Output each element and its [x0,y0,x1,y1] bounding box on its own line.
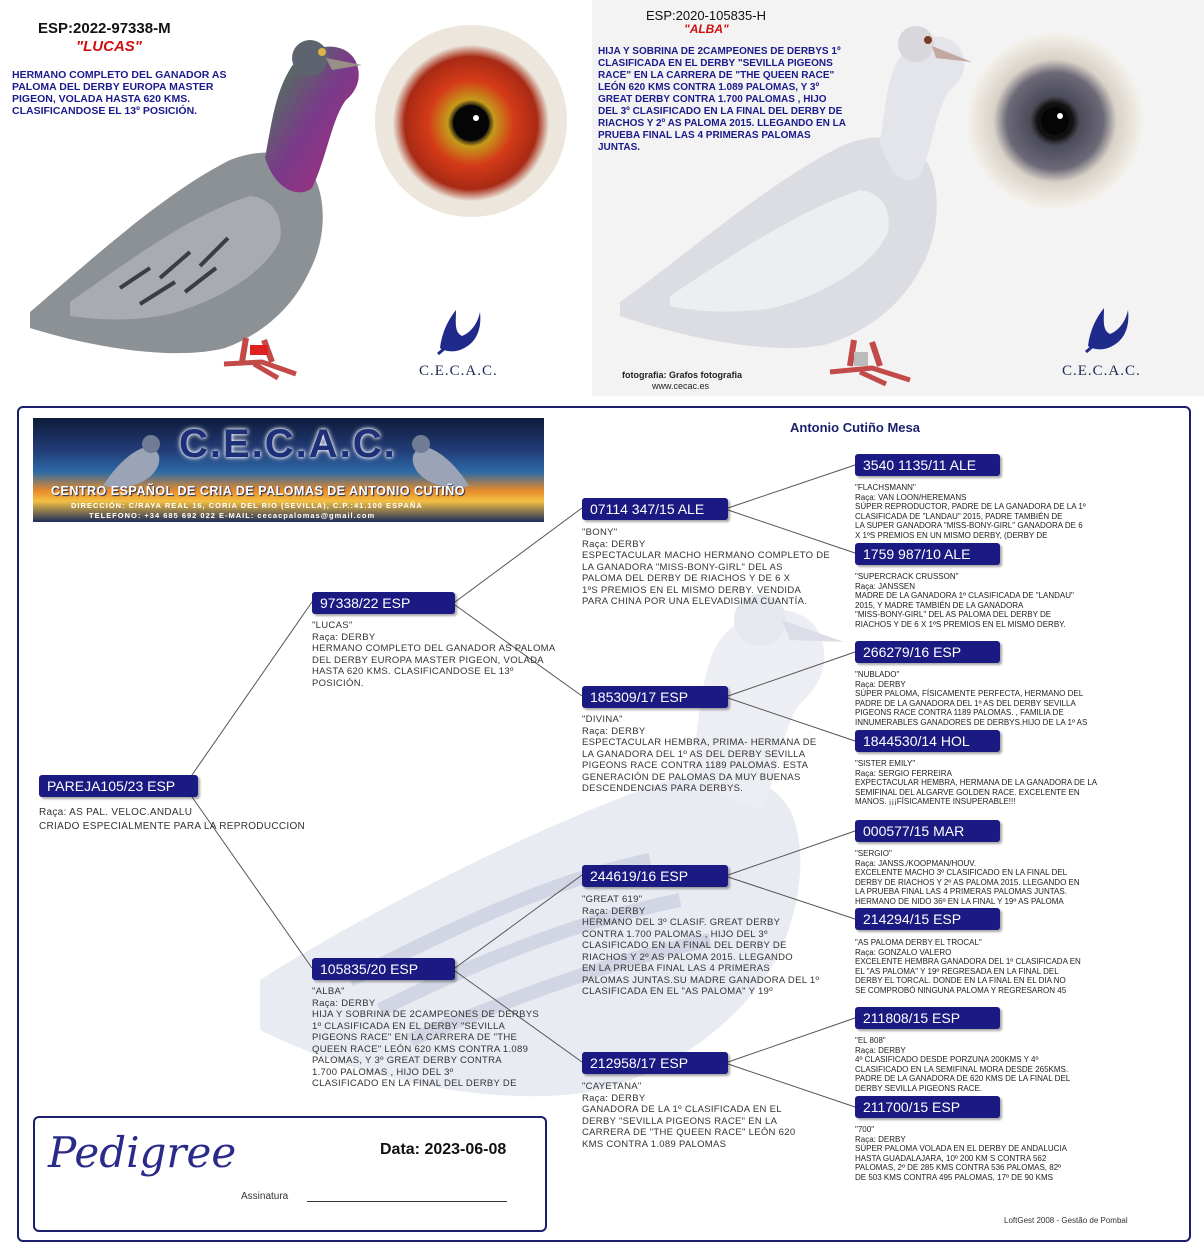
info-line: Raça: AS PAL. VELOC.ANDALU [39,807,193,818]
info-line: "SISTER EMILY" [855,759,916,768]
ggp-info [855,572,1115,629]
website-credit[interactable]: www.cecac.es [652,381,710,391]
info-line: "GREAT 619" [582,894,643,905]
info-line: "EL 808" [855,1036,886,1045]
info-line: PALOMA DEL DERBY DE RIACHOS Y DE 6 X [582,573,791,584]
gp-info [582,714,832,795]
ggp-ring[interactable]: 000577/15 MAR [855,820,1000,842]
info-line: GANADORA DE LA 1º CLASIFICADA EN EL [582,1104,782,1115]
info-line: "CAYETANA" [582,1081,642,1092]
info-line: EXCELENTE HEMBRA GANADORA DEL 1º CLASIFICADA EN [855,957,1081,966]
gp-info [582,1081,832,1150]
ggp-info [855,483,1115,540]
info-line: SÚPER PALOMA, FÍSICAMENTE PERFECTA, HERMANO DEL [855,689,1084,698]
info-line: DERBY EL TORCAL. DONDE EN LA FINAL EN EL DIA NO [855,976,1066,985]
left-cecac-logo-text: C.E.C.A.C. [419,363,498,379]
gp-ring[interactable]: 185309/17 ESP [582,686,728,708]
info-line: LA GANADORA DEL 1º AS DEL DERBY SEVILLA [582,748,806,760]
ggp-ring[interactable]: 211808/15 ESP [855,1007,1000,1029]
info-line: DERBY "SEVILLA PIGEONS RACE" EN LA [582,1115,778,1127]
info-line: "700" [855,1125,875,1134]
right-cecac-logo-text: C.E.C.A.C. [1062,363,1141,379]
info-line: MANOS. ¡¡¡FÍSICAMENTE INSUPERABLE!!! [855,797,1016,806]
info-line: "DIVINA" [582,714,623,725]
ggp-ring[interactable]: 214294/15 ESP [855,908,1000,930]
info-line: Raça: DERBY [312,631,376,643]
ggp-info [855,1125,1115,1182]
info-line: MADRE DE LA GANADORA 1º CLASIFICADA DE "LANDAU" [855,591,1074,600]
info-line: "FLACHSMANN" [855,483,916,492]
gp-info [582,894,832,998]
ggp-ring[interactable]: 1759 987/10 ALE [855,543,1000,565]
info-line: POSICIÓN. [312,677,364,689]
subject-ring[interactable]: PAREJA105/23 ESP [39,775,198,797]
info-line: EL "AS PALOMA" Y 19º REGRESADA EN LA FINAL DEL [855,966,1059,976]
ggp-ring[interactable]: 266279/16 ESP [855,641,1000,663]
info-line: Raça: DERBY [582,538,646,550]
info-line: QUEEN RACE" LEÓN 620 KMS CONTRA 1.089 [312,1043,529,1055]
info-line: DESCENDENCIAS PARA DERBYS. [582,783,744,794]
info-line: HIJA Y SOBRINA DE 2CAMPEONES DE DERBYS [312,1009,539,1020]
info-line: PARA CHINA POR UNA ELEVADISIMA CUANTÍA. [582,596,808,607]
info-line: LA SUPER GANADORA "MISS-BONY-GIRL" GANADORA DE 6 [855,521,1083,530]
info-line: PIGEONS RACE CONTRA 1189 PALOMAS. ESTA [582,760,809,771]
info-line: 1ºS PREMIOS EN EL MISMO DERBY. VENDIDA [582,584,802,596]
info-line: CLASIFICADO EN LA SEMIFINAL MORA DESDE 265KMS. [855,1064,1069,1074]
info-line: SÚPER REPRODUCTOR, PADRE DE LA GANADORA DE LA 1º [855,502,1086,511]
info-line: Raça: DERBY [582,1092,646,1104]
pedigree-title: Pedigree [48,1128,237,1177]
info-line: RIACHOS Y 2º AS PALOMA 2015. LLEGANDO [582,951,793,963]
info-line: PALOMAS, 2º DE 285 KMS CONTRA 536 PALOMAS, 82º [855,1163,1062,1172]
left-bird-blurb: HERMANO COMPLETO DEL GANADOR AS PALOMA DEL DERBY EUROPA MASTER PIGEON, VOLADA HASTA 620 KMS. CLASIFICANDOSE EL 13º POSICIÓN. [12,69,227,117]
info-line: CLASIFICADO EN LA FINAL DEL DERBY DE [582,940,787,951]
gp-info [582,527,832,608]
info-line: CONTRA 1.700 PALOMAS , HIJO DEL 3º [582,928,768,940]
ggp-info [855,1036,1115,1093]
dam-info [312,986,562,1090]
info-line: Raça: JANSSEN [855,581,916,591]
signature-line[interactable] [307,1201,507,1202]
info-line: "LUCAS" [312,620,353,631]
info-line: "BONY" [582,527,618,538]
info-line: Raça: JANSS./KOOPMAN/HOUV. [855,858,977,868]
photo-credit: fotografia: Grafos fotografia [622,370,743,380]
info-line: ESPECTACULAR HEMBRA, PRIMA- HERMANA DE [582,737,817,748]
subject-info [39,806,339,834]
info-line: 4º CLASIFICADO DESDE PORZUNA 200KMS Y 4º [855,1055,1039,1064]
info-line: DERBY DE RIACHOS Y 2º AS PALOMA 2015. LLEGANDO EN [855,877,1080,887]
info-line: SEMIFINAL DEL ALGARVE GOLDEN RACE. EXCELENTE EN [855,787,1080,797]
gp-ring[interactable]: 07114 347/15 ALE [582,498,728,520]
info-line: "AS PALOMA DERBY EL TROCAL" [855,938,982,947]
sire-info [312,620,562,689]
info-line: Raça: DERBY [582,725,646,737]
info-line: Raça: DERBY [312,997,376,1009]
info-line: Raça: DERBY [855,1045,906,1055]
info-line: CARRERA DE "THE QUEEN RACE" LEÓN 620 [582,1127,796,1138]
signature-label: Assinatura [241,1191,289,1202]
ggp-ring[interactable]: 211700/15 ESP [855,1096,1000,1118]
info-line: HASTA 620 KMS. CLASIFICANDOSE EL 13º [312,666,514,677]
info-line: "SERGIO" [855,849,892,858]
ggp-info [855,670,1115,727]
sire-ring[interactable]: 97338/22 ESP [312,592,455,614]
info-line: GENERACIÓN DE PALOMAS DA MUY BUENAS [582,771,801,783]
right-bird-name: "ALBA" [684,22,729,36]
info-line: Raça: VAN LOON/HEREMANS [855,492,967,502]
ggp-ring[interactable]: 1844530/14 HOL [855,730,1000,752]
info-line: HERMANO DEL 3º CLASIF. GREAT DERBY [582,917,781,928]
info-line: KMS CONTRA 1.089 PALOMAS [582,1138,727,1150]
info-line: Raça: DERBY [855,1134,906,1144]
right-bird-blurb: HIJA Y SOBRINA DE 2CAMPEONES DE DERBYS 1º CLASIFICADA EN EL DERBY "SEVILLA PIGEONS RACE" EN LA CARRERA DE "THE QUEEN RACE" LEÓN 620 KMS CONTRA 1.089 PALOMAS, Y 3º GREAT DERBY CONTRA 1.700 PALOMAS , HIJO DEL 3º CLASIFICADO EN LA FINAL DEL DERBY DE RIACHOS Y 2º AS PALOMA 2015. LLEGANDO EN LA PRUEBA FINAL LAS 4 PRIMERAS PALOMAS JUNTAS. [598,46,846,153]
info-line: INNUMERABLES GANADORES DE DERBYS.HIJO DE LA 1º AS [855,717,1088,727]
left-ring-title: ESP:2022-97338-M [38,20,171,37]
info-line: EXPECTACULAR HEMBRA, HERMANA DE LA GANADORA DE LA [855,778,1098,787]
gp-ring[interactable]: 244619/16 ESP [582,865,728,887]
ggp-info [855,938,1115,995]
info-line: 1.700 PALOMAS , HIJO DEL 3º [312,1066,454,1078]
info-line: CLASIFICADA DE "LANDAU" 2015, PADRE TAMBIÉN DE [855,511,1063,521]
info-line: CLASIFICADA EN EL "AS PALOMA" Y 19º [582,986,773,997]
info-line: HASTA GUADALAJARA, 10º 200 KM S CONTRA 562 [855,1153,1047,1163]
software-footer: LoftGest 2008 - Gestão de Pombal [1004,1216,1128,1225]
info-line: DEL DERBY EUROPA MASTER PIGEON, VOLADA [312,654,544,666]
info-line: PIGEONS RACE" EN LA CARRERA DE "THE [312,1032,518,1043]
banner-contact: TELEFONO: +34 685 692 022 E-MAIL: cecacpalomas@gmail.com [89,511,376,520]
info-line: LA PRUEBA FINAL LAS 4 PRIMERAS PALOMAS JUNTAS. [855,887,1067,896]
info-line: PALOMAS, Y 3º GREAT DERBY CONTRA [312,1055,502,1066]
banner-subtitle: CENTRO ESPAÑOL DE CRIA DE PALOMAS DE ANTONIO CUTIÑO [51,484,465,498]
info-line: EN LA PRUEBA FINAL LAS 4 PRIMERAS [582,963,771,974]
info-line: CLASIFICADO EN LA FINAL DEL DERBY DE [312,1078,517,1089]
info-line: SE COMPROBÓ NINGUNA PALOMA Y REGRESARON 45 [855,985,1067,995]
info-line: 1º CLASIFICADA EN EL DERBY "SEVILLA [312,1020,506,1032]
dam-ring[interactable]: 105835/20 ESP [312,958,455,980]
info-line: PIGEONS RACE CONTRA 1189 PALOMAS. , FAMILIA DE [855,708,1064,717]
info-line: Raça: GONZALO VALERO [855,947,952,957]
info-line: PALOMAS JUNTAS.SU MADRE GANADORA DEL 1º [582,974,820,986]
info-line: SÚPER PALOMA VOLADA EN EL DERBY DE ANDALUCIA [855,1144,1067,1153]
gp-ring[interactable]: 212958/17 ESP [582,1052,728,1074]
banner-address: DIRECCIÓN: C/RAYA REAL 16, CORIA DEL RIO (SEVILLA), C.P.:41.100 ESPAÑA [71,501,423,510]
info-line: DERBY SEVILLA PIGEONS RACE. [855,1083,983,1093]
info-line: EXCELENTE MACHO 3º CLASIFICADO EN LA FINAL DEL [855,868,1068,877]
info-line: LA GANADORA "MISS-BONY-GIRL" DEL AS [582,561,783,573]
banner-title: C.E.C.A.C. [179,422,397,466]
ggp-info [855,759,1117,807]
info-line: "SUPERCRACK CRUSSON" [855,572,959,581]
info-line: 2015, Y MADRE TAMBIÉN DE LA GANADORA [855,600,1024,610]
info-line: PADRE DE LA GANADORA DEL 1º AS DEL DERBY SEVILLA [855,698,1076,708]
info-line: Raça: DERBY [582,905,646,917]
ggp-info [855,849,1115,906]
info-line: CRIADO ESPECIALMENTE PARA LA REPRODUCCION [39,821,306,832]
info-line: "MISS-BONY-GIRL" DEL AS PALOMA DEL DERBY DE [855,610,1052,619]
right-ring-title: ESP:2020-105835-H [646,8,766,23]
pedigree-date: Data: 2023-06-08 [380,1141,507,1158]
info-line: Raça: DERBY [855,679,906,689]
info-line: PADRE DE LA GANADORA DE 620 KMS DE LA FINAL DEL [855,1074,1071,1083]
info-line: Raça: SERGIO FERREIRA [855,768,952,778]
info-line: HERMANO COMPLETO DEL GANADOR AS PALOMA [312,643,556,654]
owner-name: Antonio Cutiño Mesa [790,420,920,435]
info-line: DE 503 KMS CONTRA 495 PALOMAS, 17º DE 90 KMS [855,1172,1053,1182]
info-line: HERMANO DE NIDO 36º EN LA FINAL Y 19º AS PALOMA [855,896,1064,906]
left-bird-name: "LUCAS" [76,38,142,55]
ggp-ring[interactable]: 3540 1135/11 ALE [855,454,1000,476]
info-line: RIACHOS Y DE 6 X 1ºS PREMIOS EN EL MISMO DERBY. [855,619,1066,629]
info-line: ESPECTACULAR MACHO HERMANO COMPLETO DE [582,550,831,561]
info-line: "NUBLADO" [855,670,900,679]
info-line: X 1ºS PREMIOS EN UN MISMO DERBY, (DERBY DE [855,530,1048,540]
info-line: "ALBA" [312,986,345,997]
